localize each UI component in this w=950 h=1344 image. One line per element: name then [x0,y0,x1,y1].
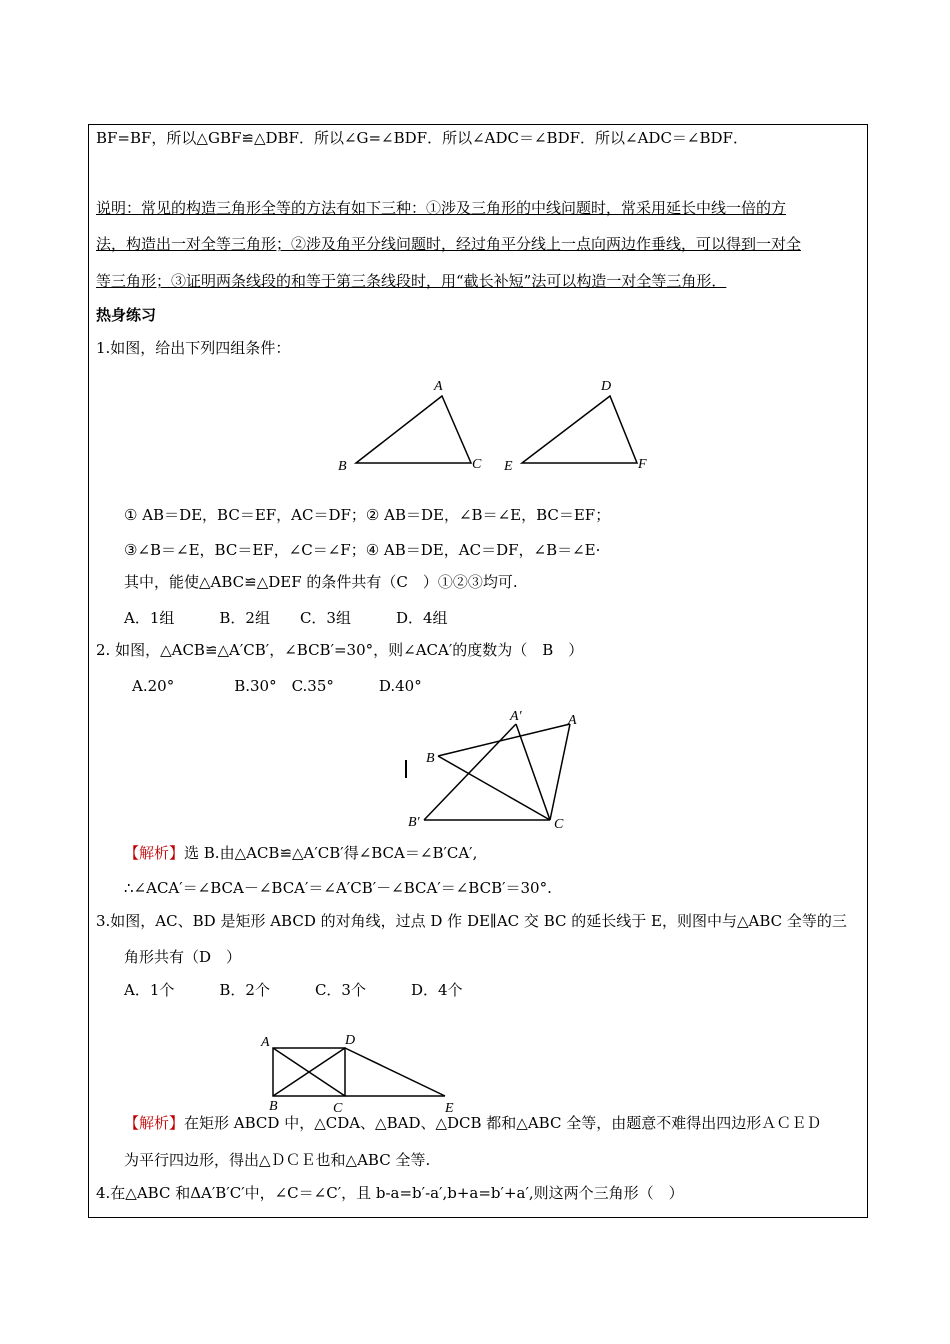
q2-label-b: B [426,751,435,766]
q2-options: A.20° B.30° C.35° D.40° [132,677,422,695]
q3-analysis-1: 【解析】在矩形 ABCD 中，△CDA、△BAD、△DCB 都和△ABC 全等，由题意不难得出四边形ＡＣＥＤ [124,1114,822,1132]
proof-line: BF=BF，所以△GBF≌△DBF．所以∠G=∠BDF．所以∠ADC＝∠BDF．所以∠ADC＝∠BDF． [96,129,748,147]
q1-label-b: B [338,459,347,474]
q1-result: 其中，能使△ABC≌△DEF 的条件共有（C ）①②③均可. [124,573,518,591]
q3-analysis-tag: 【解析】 [124,1114,185,1132]
q2-figure [400,700,590,835]
q2-analysis-tag: 【解析】 [124,844,185,862]
note-line-2: 法，构造出一对全等三角形；②涉及角平分线问题时，经过角平分线上一点向两边作垂线，可以得到一对全 [96,235,802,253]
triangle-abc [356,396,471,463]
q1-conditions-2: ③∠B＝∠E，BC＝EF，∠C＝∠F；④ AB＝DE，AC＝DF，∠B＝∠E· [124,541,601,559]
section-title: 热身练习 [96,306,157,324]
q3-label-e: E [445,1101,454,1116]
note-line-3: 等三角形；③证明两条线段的和等于第三条线段时，用“截长补短”法可以构造一对全等三角形． [96,272,727,290]
q3-stem-2: 角形共有（D ） [124,948,242,966]
q3-stem-1: 3.如图，AC、BD 是矩形 ABCD 的对角线，过点 D 作 DE∥AC 交 BC 的延长线于 E，则图中与△ABC 全等的三 [96,912,847,930]
q1-label-e: E [504,459,513,474]
q1-label-c: C [472,457,482,472]
note-line-1: 说明：常见的构造三角形全等的方法有如下三种：①涉及三角形的中线问题时，常采用延长中线一倍的方 [96,199,787,217]
q1-stem: 1.如图，给出下列四组条件： [96,339,291,357]
q3-analysis-2: 为平行四边形，得出△ＤＣＥ也和△ABC 全等. [124,1151,431,1169]
q3-label-c: C [333,1101,343,1116]
q1-label-d: D [601,379,612,394]
q2-label-a: A [568,713,577,728]
q2-analysis-1: 【解析】选 B.由△ACB≌△A′CB′得∠BCA＝∠B′CA′, [124,844,478,862]
q3-label-a: A [261,1035,270,1050]
q2-analysis-2: ∴∠ACA′＝∠BCA－∠BCA′＝∠A′CB′－∠BCA′＝∠BCB′＝30°. [124,879,552,897]
q2-label-c: C [554,817,564,832]
q2-label-b-prime: B′ [408,815,420,830]
q3-label-d: D [345,1033,356,1048]
q1-figure [330,372,660,477]
q3-label-b: B [269,1099,278,1114]
q1-options: A．1组 B．2组 C．3组 D．4组 [124,609,448,627]
q2-label-a-prime: A′ [510,709,522,724]
q2-stem: 2. 如图，△ACB≌△A′CB′，∠BCB′=30°，则∠ACA′的度数为（ B ） [96,641,584,659]
q3-options: A．1个 B．2个 C．3个 D．4个 [124,981,463,999]
q4-stem: 4.在△ABC 和ΔA′B′C′中，∠C＝∠C′，且 b-a=b′-a′,b+a=b′+a′,则这两个三角形（ ） [96,1184,684,1202]
triangle-def [522,396,637,463]
q3-figure [255,1028,465,1118]
q1-label-a: A [434,379,443,394]
q1-label-f: F [638,457,647,472]
q1-conditions-1: ① AB＝DE，BC＝EF，AC＝DF；② AB＝DE，∠B＝∠E，BC＝EF； [124,506,611,524]
